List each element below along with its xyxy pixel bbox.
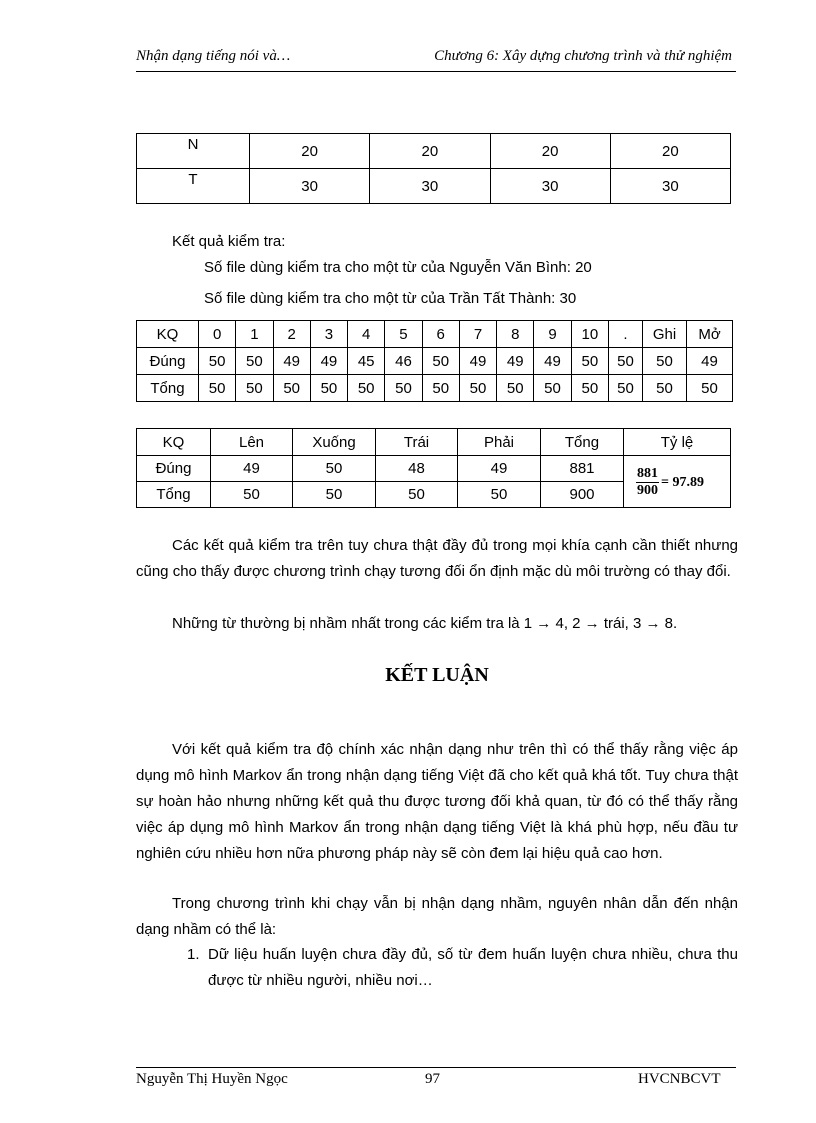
- table-cell: 7: [459, 321, 496, 348]
- table-cell: 50: [199, 348, 236, 375]
- header-left: Nhận dạng tiếng nói và…: [136, 48, 291, 64]
- table-cell: 50: [211, 482, 293, 508]
- table-row: [137, 134, 731, 169]
- table-cell: Xuống: [293, 429, 376, 456]
- table-cell: 49: [687, 348, 733, 375]
- table-cell: 49: [458, 456, 541, 482]
- table-cell: 6: [422, 321, 459, 348]
- table-cell: 2: [273, 321, 310, 348]
- paragraph-1: Các kết quả kiểm tra trên tuy chưa thật đầy đủ trong mọi khía cạnh cần thiết nhưng cũng cho thấy được chương trình chạy tương đối ổn định mặc dù môi trường có thay đổi.: [136, 537, 738, 580]
- table-cell: Ghi: [643, 321, 687, 348]
- table-cell: 50: [199, 375, 236, 402]
- table-cell: 46: [385, 348, 422, 375]
- table-cell: Tổng: [137, 482, 211, 508]
- table-cell: 50: [385, 375, 422, 402]
- table-cell: 45: [348, 348, 385, 375]
- table-cell: 49: [497, 348, 534, 375]
- table-cell: Tỷ lệ: [624, 429, 731, 456]
- table-cell: KQ: [137, 429, 211, 456]
- table-cell: 49: [310, 348, 347, 375]
- table-cell: Lên: [211, 429, 293, 456]
- table-cell: Phải: [458, 429, 541, 456]
- conclusion-title: KẾT LUẬN: [385, 664, 489, 686]
- table-digits: [136, 320, 733, 402]
- table-row: [137, 429, 731, 456]
- table-cell: 4: [348, 321, 385, 348]
- list-item-number: 1.: [187, 946, 200, 963]
- header-right: Chương 6: Xây dựng chương trình và thử nghiệm: [434, 48, 732, 64]
- results-heading: Kết quả kiểm tra:: [172, 233, 286, 250]
- table-cell: 50: [422, 348, 459, 375]
- table-cell: Trái: [376, 429, 458, 456]
- table-cell: 50: [687, 375, 733, 402]
- table-cell: Mở: [687, 321, 733, 348]
- table-cell: .: [609, 321, 643, 348]
- table-cell: 50: [609, 375, 643, 402]
- table-cell: 20: [610, 134, 730, 169]
- table-cell: 30: [610, 169, 730, 204]
- table-row: [137, 169, 731, 204]
- results-line-2: Số file dùng kiểm tra cho một từ của Trần Tất Thành: 30: [204, 290, 577, 307]
- table-cell: 20: [490, 134, 610, 169]
- footer-divider: [136, 1067, 736, 1068]
- table-cell: Tổng: [541, 429, 624, 456]
- table-cell: 49: [211, 456, 293, 482]
- table-cell: 881: [541, 456, 624, 482]
- table-cell: 20: [370, 134, 490, 169]
- table-cell: 50: [422, 375, 459, 402]
- ratio-denominator: 900: [637, 483, 658, 498]
- table-cell: 49: [273, 348, 310, 375]
- table-row: [137, 348, 733, 375]
- table-cell: 9: [534, 321, 571, 348]
- table-cell: 50: [609, 348, 643, 375]
- table-cell: 50: [348, 375, 385, 402]
- table-cell: 50: [643, 348, 687, 375]
- table-cell: Đúng: [137, 348, 199, 375]
- table-row: [137, 375, 733, 402]
- footer-author: Nguyễn Thị Huyền Ngọc: [136, 1071, 288, 1087]
- table-cell: 50: [458, 482, 541, 508]
- table-cell: 5: [385, 321, 422, 348]
- table-row: [137, 456, 731, 482]
- table-cell: 50: [459, 375, 496, 402]
- table-row: [137, 321, 733, 348]
- table-cell: 50: [376, 482, 458, 508]
- table-cell: 3: [310, 321, 347, 348]
- table-cell: 1: [236, 321, 273, 348]
- paragraph-4: Trong chương trình khi chạy vẫn bị nhận dạng nhầm, nguyên nhân dẫn đến nhận dạng nhầm có thể là:: [136, 895, 738, 938]
- table-cell: Tổng: [137, 375, 199, 402]
- table-cell: 50: [497, 375, 534, 402]
- table-cell: 30: [370, 169, 490, 204]
- table-cell: Đúng: [137, 456, 211, 482]
- table-cell: 50: [236, 348, 273, 375]
- table-cell: 50: [293, 456, 376, 482]
- footer-page-number: 97: [425, 1071, 440, 1087]
- ratio-cell: [624, 456, 731, 508]
- table-cell: 50: [643, 375, 687, 402]
- table-cell: T: [137, 169, 250, 204]
- table-cell: 900: [541, 482, 624, 508]
- table-cell: 8: [497, 321, 534, 348]
- table-cell: N: [137, 134, 250, 169]
- header-divider: [136, 71, 736, 72]
- table-cell: KQ: [137, 321, 199, 348]
- ratio-formula: [636, 466, 704, 499]
- table-summary: [136, 428, 731, 508]
- table-cell: 49: [534, 348, 571, 375]
- paragraph-3: Với kết quả kiểm tra độ chính xác nhận dạng như trên thì có thể thấy rằng việc áp dụng mô hình Markov ẩn trong nhận dạng tiếng Việt đã cho kết quả khá tốt. Tuy chưa thật sự hoàn hảo nhưng những kết quả thu được tương đối khả quan, từ đó có thể thấy rằng việc áp dụng mô hình Markov ẩn trong nhận dạng tiếng Việt là khá phù hợp, nếu đầu tư nghiên cứu nhiều hơn nữa phương pháp này sẽ còn đem lại hiệu quả cao hơn.: [136, 741, 738, 862]
- table-cell: 30: [250, 169, 370, 204]
- table-cell: 20: [250, 134, 370, 169]
- table-cell: 30: [490, 169, 610, 204]
- table-cell: 50: [273, 375, 310, 402]
- table-cell: 49: [459, 348, 496, 375]
- table-cell: 50: [571, 348, 608, 375]
- table-cell: 50: [293, 482, 376, 508]
- table-nt: [136, 133, 731, 204]
- list-item: Dữ liệu huấn luyện chưa đầy đủ, số từ đem huấn luyện chưa nhiều, chưa thu được từ nhiều người, nhiều nơi…: [208, 946, 738, 989]
- results-line-1: Số file dùng kiểm tra cho một từ của Nguyễn Văn Bình: 20: [204, 259, 592, 276]
- table-cell: 50: [310, 375, 347, 402]
- ratio-result: = 97.89: [661, 474, 704, 490]
- table-cell: 50: [534, 375, 571, 402]
- paragraph-2: Những từ thường bị nhầm nhất trong các kiểm tra là 1 → 4, 2 → trái, 3 → 8.: [172, 615, 678, 632]
- table-cell: 50: [571, 375, 608, 402]
- table-cell: 0: [199, 321, 236, 348]
- table-cell: 10: [571, 321, 608, 348]
- footer-org: HVCNBCVT: [638, 1071, 721, 1087]
- table-cell: 48: [376, 456, 458, 482]
- table-cell: 50: [236, 375, 273, 402]
- ratio-numerator: 881: [637, 466, 658, 481]
